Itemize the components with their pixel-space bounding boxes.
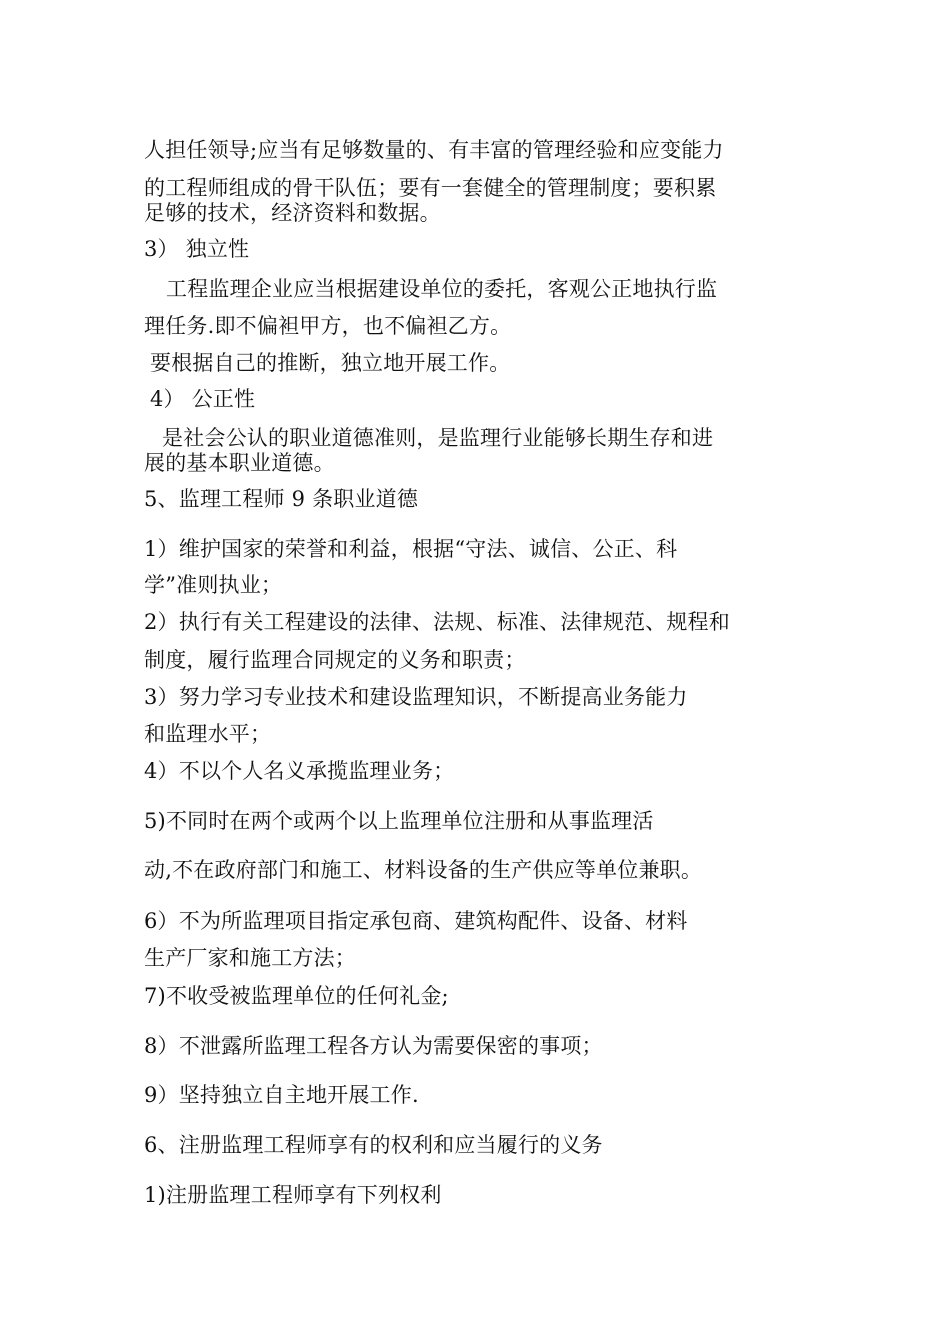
text-line: 展的基本职业道德。 [144, 451, 335, 475]
list-item: 5)不同时在两个或两个以上监理单位注册和从事监理活 [144, 809, 654, 833]
section-heading: 6、注册监理工程师享有的权利和应当履行的义务 [144, 1133, 603, 1157]
section-heading: 4） 公正性 [150, 387, 256, 411]
list-item: 2）执行有关工程建设的法律、法规、标准、法律规范、规程和 [144, 610, 730, 634]
list-item: 6）不为所监理项目指定承包商、建筑构配件、设备、材料 [144, 909, 688, 933]
section-heading: 5、监理工程师 9 条职业道德 [144, 487, 419, 511]
list-item: 9）坚持独立自主地开展工作. [144, 1083, 419, 1107]
list-item: 4）不以个人名义承揽监理业务； [144, 759, 455, 783]
list-item: 3）努力学习专业技术和建设监理知识，不断提高业务能力 [144, 685, 688, 709]
list-item-continuation: 制度，履行监理合同规定的义务和职责； [144, 648, 526, 672]
text-line: 要根据自己的推断，独立地开展工作。 [150, 351, 511, 375]
text-line: 理任务.即不偏袒甲方，也不偏袒乙方。 [144, 314, 512, 338]
section-heading: 3） 独立性 [144, 237, 250, 261]
text-line: 足够的技术，经济资料和数据。 [144, 201, 441, 225]
list-item: 8）不泄露所监理工程各方认为需要保密的事项； [144, 1034, 603, 1058]
text-line: 是社会公认的职业道德准则，是监理行业能够长期生存和进 [162, 426, 714, 450]
list-item-continuation: 生产厂家和施工方法； [144, 946, 356, 970]
list-item-continuation: 学”准则执业； [144, 573, 283, 597]
list-item-continuation: 动,不在政府部门和施工、材料设备的生产供应等单位兼职。 [144, 858, 703, 882]
list-item-continuation: 和监理水平； [144, 722, 272, 746]
text-line: 的工程师组成的骨干队伍；要有一套健全的管理制度；要积累 [144, 176, 717, 200]
list-item: 1）维护国家的荣誉和利益，根据“守法、诚信、公正、科 [144, 537, 678, 561]
list-item: 7)不收受被监理单位的任何礼金; [144, 984, 449, 1008]
text-line: 工程监理企业应当根据建设单位的委托，客观公正地执行监 [166, 277, 718, 301]
text-line: 人担任领导;应当有足够数量的、有丰富的管理经验和应变能力 [144, 138, 724, 162]
list-item: 1)注册监理工程师享有下列权利 [144, 1183, 442, 1207]
